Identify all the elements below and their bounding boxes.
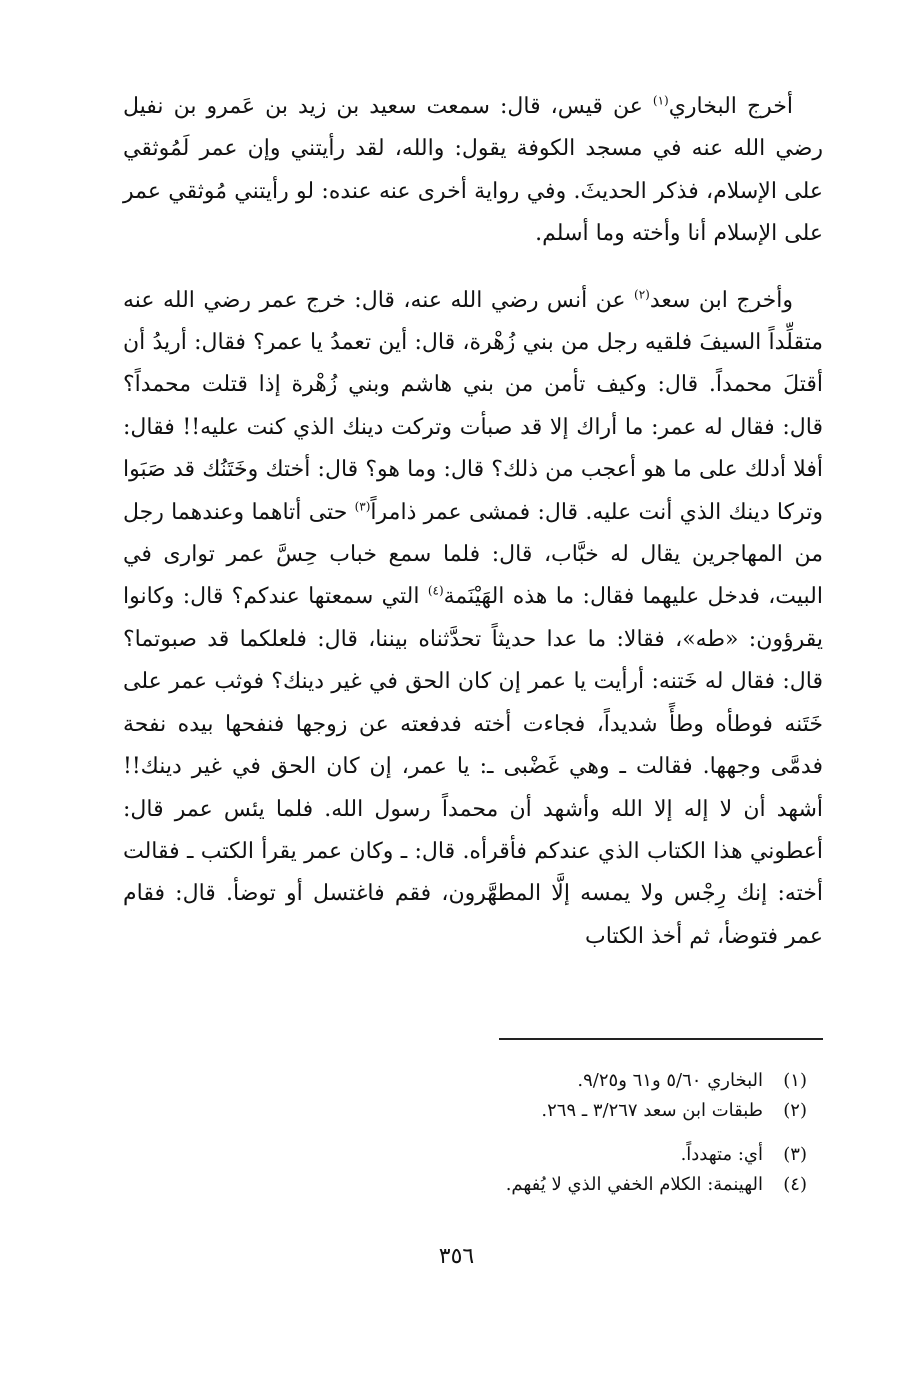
footnote-number: (٤) [783, 1174, 807, 1195]
footnote-number: (٣) [783, 1144, 807, 1165]
text-run: وأخرج ابن سعد [649, 287, 793, 313]
page-number: ٣٥٦ [438, 1244, 475, 1269]
footnote-ref-2: (٢) [634, 287, 650, 302]
main-text [123, 86, 823, 958]
footnote-text: الهينمة: الكلام الخفي الذي لا يُفهم. [505, 1174, 763, 1195]
footnote-ref-3: (٣) [354, 499, 371, 514]
footnote-text: البخاري ٥/٦٠ و٦١ و٩/٢٥. [577, 1070, 763, 1091]
text-run: عن أنس رضي الله عنه، قال: خرج عمر رضي الله عنه متقلِّداً السيفَ فلقيه رجل من بني زُهْرة، قال: أين تعمدُ يا عمر؟ فقال: أريدُ أن أقتلَ محمداً. قال: وكيف تأمن من بني هاشم وبني زُهْرة إذا قتلت محمداً؟ قال: فقال له عمر: ما أراك إلا قد صبأت وتركت دينك الذي كنت عليه!! فقال: أفلا أدلك على ما هو أعجب من ذلك؟ قال: وما هو؟ قال: أختك وخَتَنُك قد صَبَوا وتركا دينك الذي أنت عليه. قال: فمشى عمر ذامراً [123, 287, 823, 525]
footnote-text: أي: متهدداً. [680, 1144, 763, 1165]
text-run: حتى أتاهما وعندهما رجل من المهاجرين يقال له خبَّاب، قال: فلما سمع خباب حِسَّ عمر توارى في البيت، فدخل عليهما فقال: ما هذه الهَيْنَمة [123, 499, 823, 610]
footnote-text: طبقات ابن سعد ٣/٢٦٧ ـ ٢٦٩. [541, 1100, 763, 1121]
footnote-3 [207, 1140, 807, 1170]
text-run: عن قيس، قال: سمعت سعيد بن زيد بن عَمرو بن نفيل رضي الله عنه في مسجد الكوفة يقول: والله، لقد رأيتني وإن عمر لَمُوثقي على الإسلام، فذكر الحديثَ. وفي رواية أخرى عنه عنده: لو رأيتني مُوثقي عمر على الإسلام أنا وأخته وما أسلم. [123, 94, 823, 247]
footnote-4 [207, 1170, 807, 1200]
footnote-ref-1: (١) [652, 93, 669, 108]
footnotes [207, 1066, 807, 1200]
footnote-number: (٢) [783, 1100, 807, 1121]
paragraph-1 [123, 86, 823, 256]
text-run: التي سمعتها عندكم؟ قال: وكانوا يقرؤون: «طه»، فقالا: ما عدا حديثاً تحدَّثناه بيننا، قال: فلعلكما قد صبوتما؟ قال: فقال له خَتنه: أرأيت يا عمر إن كان الحق في غير دينك؟ فوثب عمر على خَتَنه فوطأه وطأً شديداً، فجاءت أخته فدفعته عن زوجها فنفحها بيده نفحة فدمَّى وجهها. فقالت ـ وهي غَضْبى ـ: يا عمر، إن كان الحق في غير دينك!! أشهد أن لا إله إلا الله وأشهد أن محمداً رسول الله. فلما يئس عمر قال: أعطوني هذا الكتاب الذي عندكم فأقرأه. قال: ـ وكان عمر يقرأ الكتب ـ فقالت أخته: إنك رِجْس ولا يمسه إلَّا المطهَّرون، فقم فاغتسل أو توضأ. قال: فقام عمر فتوضأ، ثم أخذ الكتاب [123, 584, 823, 949]
footnote-1 [207, 1066, 807, 1096]
footnote-separator [499, 1038, 823, 1040]
footnote-ref-4: (٤) [427, 584, 444, 599]
paragraph-2 [123, 280, 823, 959]
footnote-number: (١) [783, 1070, 807, 1091]
footnote-2 [207, 1096, 807, 1126]
text-run: أخرج البخاري [668, 94, 793, 119]
